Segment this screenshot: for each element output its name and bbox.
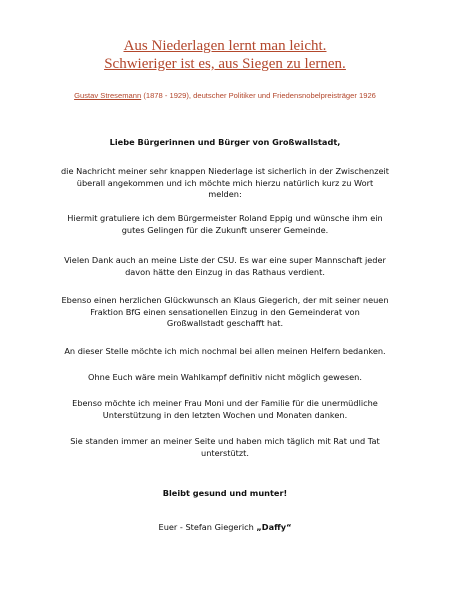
quote (0, 37, 450, 73)
paragraph-thanks-helpers: An dieser Stelle möchte ich mich nochmal bei allen meinen Helfern bedanken. (64, 346, 386, 356)
quote-line-1: Aus Niederlagen lernt man leicht. (123, 38, 327, 54)
paragraph-line: gutes Gelingen für die Zukunft unserer Gemeinde. (121, 224, 329, 235)
paragraph-line: Ebenso einen herzlichen Glückwunsch an Klaus Giegerich, der mit seiner neuen (61, 295, 389, 305)
paragraph-congratulation-bfg (30, 295, 420, 330)
paragraph-congratulation-mayor (30, 213, 420, 236)
paragraph-line: Vielen Dank auch an meine Liste der CSU. Es war eine super Mannschaft jeder (64, 255, 386, 265)
letter-signature (30, 522, 420, 534)
paragraph-campaign: Ohne Euch wäre mein Wahlkampf definitiv nicht möglich gewesen. (88, 372, 362, 382)
quote-attribution (0, 91, 450, 100)
paragraph-line: melden: (208, 189, 242, 199)
paragraph-line: davon hätte den Einzug in das Rathaus verdient. (125, 266, 325, 277)
paragraph-thanks-family (30, 398, 420, 421)
paragraph-line: überall angekommen und ich möchte mich hierzu natürlich kurz zu Wort (76, 177, 374, 188)
letter-closing: Bleibt gesund und munter! (162, 488, 288, 498)
paragraph-thanks-csu (30, 255, 420, 278)
signature-name: Euer - Stefan Giegerich (158, 522, 257, 532)
paragraph-line: Ebenso möchte ich meiner Frau Moni und der Familie für die unermüdliche (72, 398, 378, 408)
paragraph-line: Großwallstadt geschafft hat. (166, 318, 284, 328)
signature-nickname: „Daffy“ (256, 522, 292, 532)
paragraph-line: Sie standen immer an meiner Seite und haben mich täglich mit Rat und Tat (70, 436, 380, 446)
paragraph-line: die Nachricht meiner sehr knappen Niederlage ist sicherlich in der Zwischenzeit (60, 166, 390, 176)
paragraph-support (30, 436, 420, 459)
letter-salutation: Liebe Bürgerinnen und Bürger von Großwallstadt, (109, 137, 341, 147)
attribution-author: Gustav Stresemann (74, 91, 142, 100)
paragraph-line: Unterstützung in den letzten Wochen und Monaten danken. (102, 409, 348, 420)
attribution-details: (1878 - 1929), deutscher Politiker und Friedensnobelpreisträger 1926 (141, 91, 376, 100)
quote-line-2: Schwieriger ist es, aus Siegen zu lernen. (104, 56, 346, 72)
paragraph-line: unterstützt. (201, 447, 249, 458)
paragraph-announcement (30, 166, 420, 201)
paragraph-line: Fraktion BfG einen sensationellen Einzug in den Gemeinderat von (90, 306, 360, 317)
paragraph-line: Hiermit gratuliere ich dem Bürgermeister Roland Eppig und wünsche ihm ein (67, 213, 383, 223)
